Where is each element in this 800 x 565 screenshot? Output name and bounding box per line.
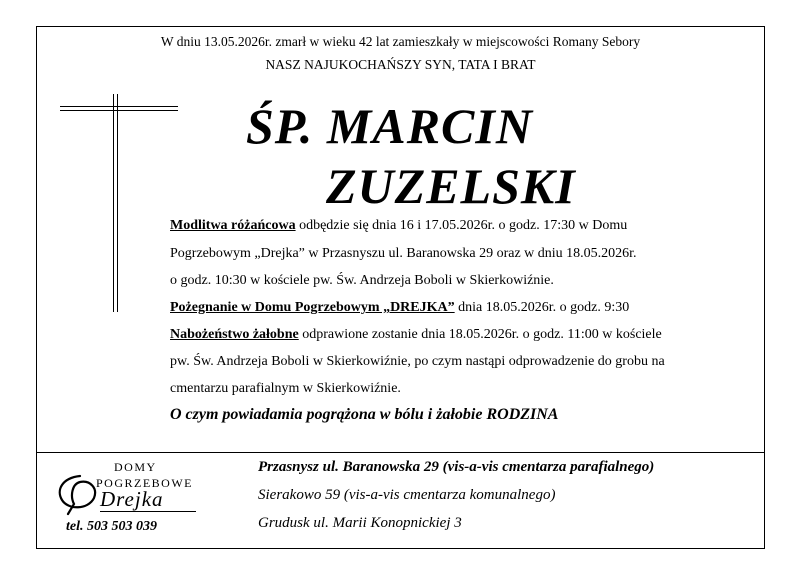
footer-divider [36, 452, 765, 453]
cross-bar [60, 106, 178, 111]
rosary-line-3: o godz. 10:30 w kościele pw. Św. Andrzeja Boboli w Skierkowiźnie. [170, 273, 554, 288]
mass-line-2: pw. Św. Andrzeja Boboli w Skierkowiźnie, po czym nastąpi odprowadzenie do grobu na [170, 354, 665, 369]
closing-line: O czym powiadamia pogrążona w bólu i żałobie RODZINA [170, 406, 559, 423]
mass-line-1: Nabożeństwo żałobne odprawione zostanie dnia 18.05.2026r. o godz. 11:00 w kościele [170, 327, 662, 342]
mass-label: Nabożeństwo żałobne [170, 327, 299, 342]
mass-line-3: cmentarzu parafialnym w Skierkowiźnie. [170, 381, 401, 396]
deceased-surname: ZUZELSKI [326, 158, 576, 214]
rosary-line-1: Modlitwa różańcowa odbędzie się dnia 16 i 17.05.2026r. o godz. 17:30 w Domu [170, 218, 628, 233]
farewell-line: Pożegnanie w Domu Pogrzebowym „DREJKA” dnia 18.05.2026r. o godz. 9:30 [170, 300, 630, 315]
cross-icon [113, 94, 118, 312]
funeral-home-logo [40, 457, 210, 545]
phone-number: tel. 503 503 039 [66, 519, 157, 534]
rosary-label: Modlitwa różańcowa [170, 218, 296, 233]
death-announcement-line: W dniu 13.05.2026r. zmarł w wieku 42 lat zamieszkały w miejscowości Romany Sebory [160, 34, 641, 49]
farewell-label: Pożegnanie w Domu Pogrzebowym „DREJKA” [170, 300, 455, 315]
family-relation-line: NASZ NAJUKOCHAŃSZY SYN, TATA I BRAT [265, 57, 536, 72]
logo-text-domy: DOMY [114, 460, 157, 474]
location-przasnysz: Przasnysz ul. Baranowska 29 (vis-a-vis cmentarza parafialnego) [258, 459, 655, 475]
logo-monogram-icon [52, 470, 104, 518]
logo-text-pogrzebowe: POGRZEBOWE [96, 476, 193, 490]
logo-underline [100, 511, 196, 512]
location-grudusk: Grudusk ul. Marii Konopnickiej 3 [258, 515, 462, 531]
location-sierakowo: Sierakowo 59 (vis-a-vis cmentarza komunalnego) [258, 487, 556, 503]
deceased-first-name: ŚP. MARCIN [246, 98, 533, 154]
logo-brand: Drejka [100, 487, 164, 511]
rosary-line-2: Pogrzebowym „Drejka” w Przasnyszu ul. Baranowska 29 oraz w dniu 18.05.2026r. [170, 246, 637, 261]
